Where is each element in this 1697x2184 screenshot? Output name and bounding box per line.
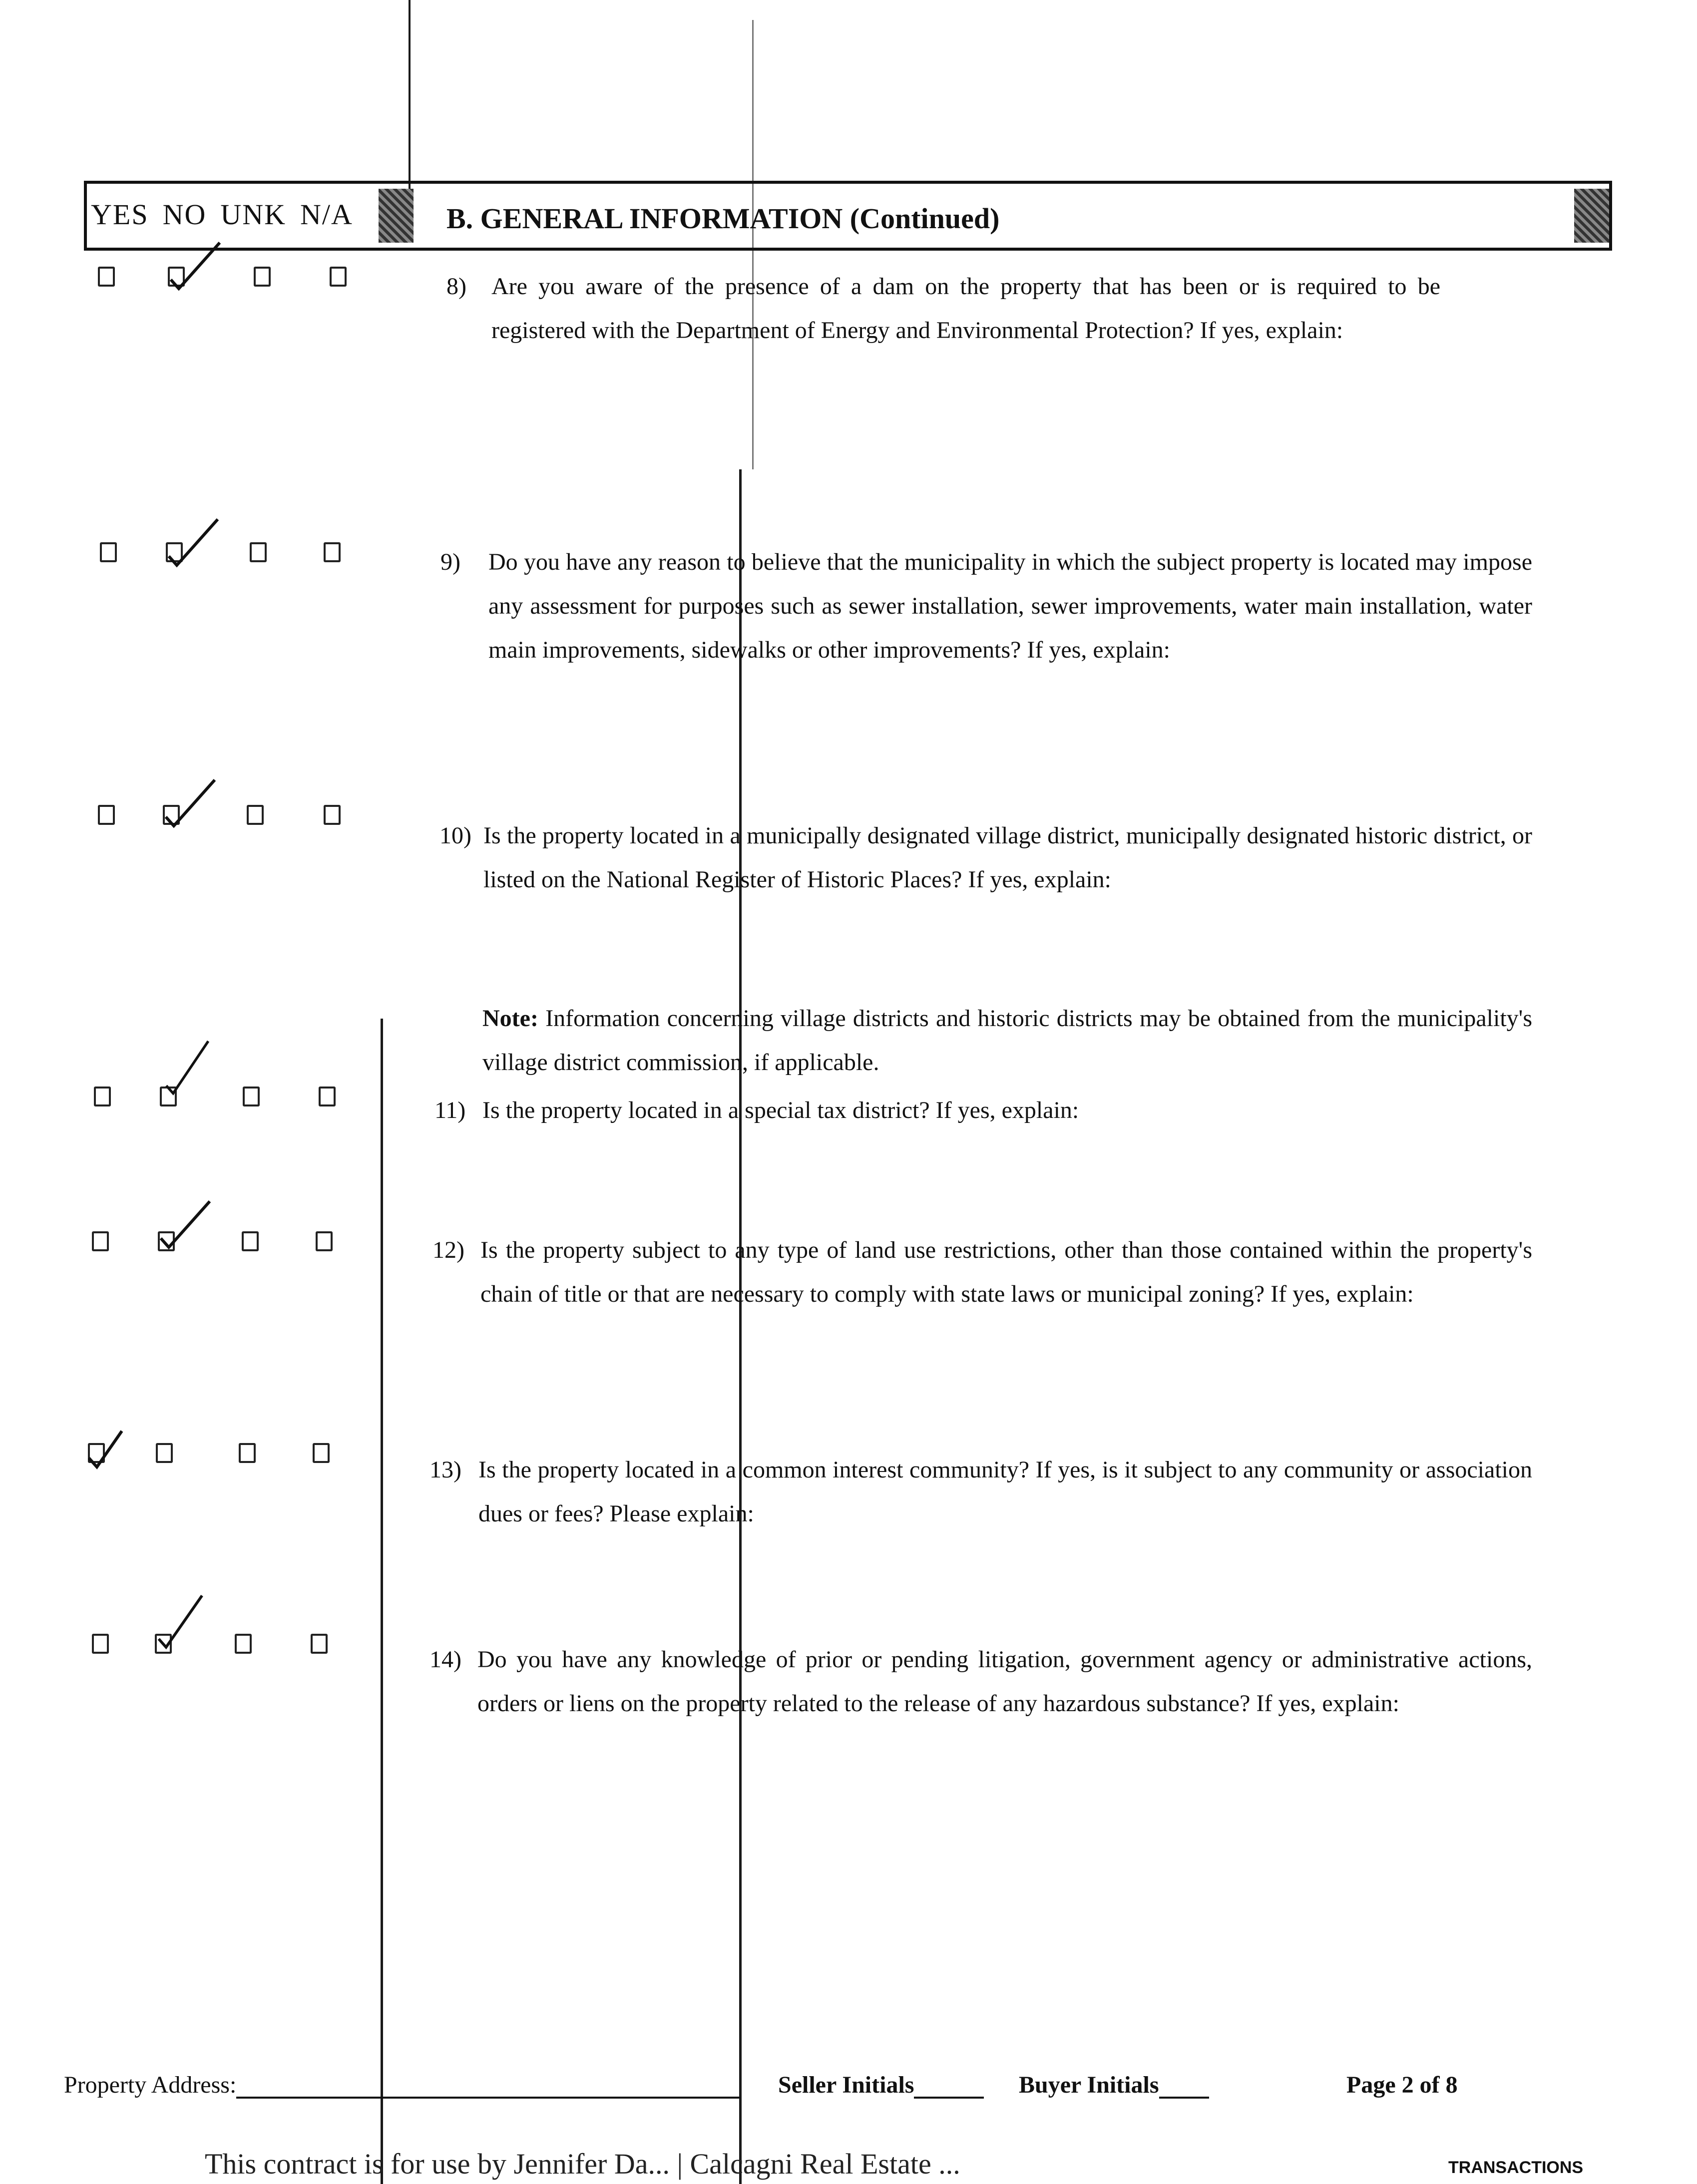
q8-no-checkmark-icon [168,240,223,300]
buyer-initials-label: Buyer Initials [1019,2072,1159,2098]
answer-columns-header [91,198,367,231]
scan-line-left [409,0,411,190]
q14-no-checkmark-icon [154,1593,209,1653]
question-9 [440,540,1532,672]
page-number: Page 2 of 8 [1346,2072,1458,2098]
q13-na-checkbox[interactable] [313,1443,330,1463]
q12-yes-checkbox[interactable] [92,1231,109,1251]
question-10-number: 10) [439,822,471,849]
header-shaded-block-right [1574,189,1609,243]
q12-unk-checkbox[interactable] [242,1231,259,1251]
question-13-text: Is the property located in a common interest community? If yes, is it subject to any community or association dues or fees? Please explain: [478,1456,1532,1527]
q14-yes-checkbox[interactable] [92,1634,109,1654]
col-unk: UNK [220,198,287,231]
scan-line-left-long [381,1019,383,2184]
q11-yes-checkbox[interactable] [94,1087,111,1106]
q10-unk-checkbox[interactable] [247,805,264,825]
q9-no-checkmark-icon [166,516,221,576]
question-10 [439,814,1532,902]
note-label: Note: [482,1005,538,1032]
q9-unk-checkbox[interactable] [250,542,267,562]
q13-yes-checkmark-icon [86,1428,141,1488]
question-14-number: 14) [429,1646,461,1673]
section-header [84,181,1612,251]
question-9-number: 9) [440,549,460,575]
question-13-number: 13) [429,1456,461,1483]
note-village-districts [482,997,1532,1085]
question-10-text: Is the property located in a municipally designated village district, municipally designated historic district, or listed on the National Register of Historic Places? If yes, explain: [483,822,1532,893]
q11-no-checkmark-icon [160,1039,215,1098]
property-address-blank[interactable] [236,2097,741,2099]
question-14-text: Do you have any knowledge of prior or pending litigation, government agency or administrative actions, orders or liens on the property related to the release of any hazardous substance? If yes, explain: [477,1646,1532,1717]
buyer-initials-field [1019,2071,1209,2099]
question-12-text: Is the property subject to any type of land use restrictions, other than those contained within the property's chain of title or that are necessary to comply with state laws or municipal zoning? If yes, explain: [480,1237,1532,1307]
property-address-field [64,2071,741,2099]
q9-na-checkbox[interactable] [324,542,341,562]
question-9-text: Do you have any reason to believe that the municipality in which the subject property is located may impose any assessment for purposes such as sewer installation, sewer improvements, water main installation, water main improvements, sidewalks or other improvements? If yes, explain: [488,549,1532,663]
seller-initials-field [778,2071,984,2099]
col-no: NO [162,198,207,231]
q9-yes-checkbox[interactable] [100,542,117,562]
q14-unk-checkbox[interactable] [235,1634,252,1654]
q10-na-checkbox[interactable] [324,805,341,825]
col-na: N/A [300,198,353,231]
transactions-logo: TRANSACTIONS [1448,2158,1584,2177]
question-11 [434,1089,1531,1132]
q8-unk-checkbox[interactable] [254,267,271,287]
q14-na-checkbox[interactable] [311,1634,328,1654]
question-11-number: 11) [434,1097,466,1123]
q8-yes-checkbox[interactable] [98,267,115,287]
buyer-initials-blank[interactable] [1159,2097,1209,2099]
seller-initials-label: Seller Initials [778,2072,914,2098]
q10-no-checkmark-icon [163,777,218,837]
seller-initials-blank[interactable] [914,2097,984,2099]
note-text: Information concerning village districts and historic districts may be obtained from the municipality's village district commission, if applicable. [482,1005,1532,1076]
question-8-number: 8) [446,273,466,300]
q11-unk-checkbox[interactable] [243,1087,260,1106]
section-title: B. GENERAL INFORMATION (Continued) [446,202,1000,235]
scan-line-center [739,469,742,2184]
question-14 [429,1638,1532,1726]
question-12 [432,1228,1532,1316]
q12-no-checkmark-icon [158,1198,213,1258]
question-12-number: 12) [432,1237,464,1263]
col-yes: YES [91,198,149,231]
q12-na-checkbox[interactable] [316,1231,333,1251]
contract-usage-notice: This contract is for use by Jennifer Da... | Calcagni Real Estate ... [205,2148,960,2180]
question-8-text: Are you aware of the presence of a dam on the property that has been or is required to be registered with the Department of Energy and Environmental Protection? If yes, explain: [491,273,1440,344]
property-address-label: Property Address: [64,2072,237,2098]
header-shaded-block-left [379,189,414,243]
q11-na-checkbox[interactable] [319,1087,336,1106]
q13-unk-checkbox[interactable] [239,1443,256,1463]
question-13 [429,1448,1532,1536]
q13-no-checkbox[interactable] [156,1443,173,1463]
question-8 [446,265,1440,353]
question-11-text: Is the property located in a special tax district? If yes, explain: [482,1097,1079,1123]
q8-na-checkbox[interactable] [330,267,347,287]
q10-yes-checkbox[interactable] [98,805,115,825]
